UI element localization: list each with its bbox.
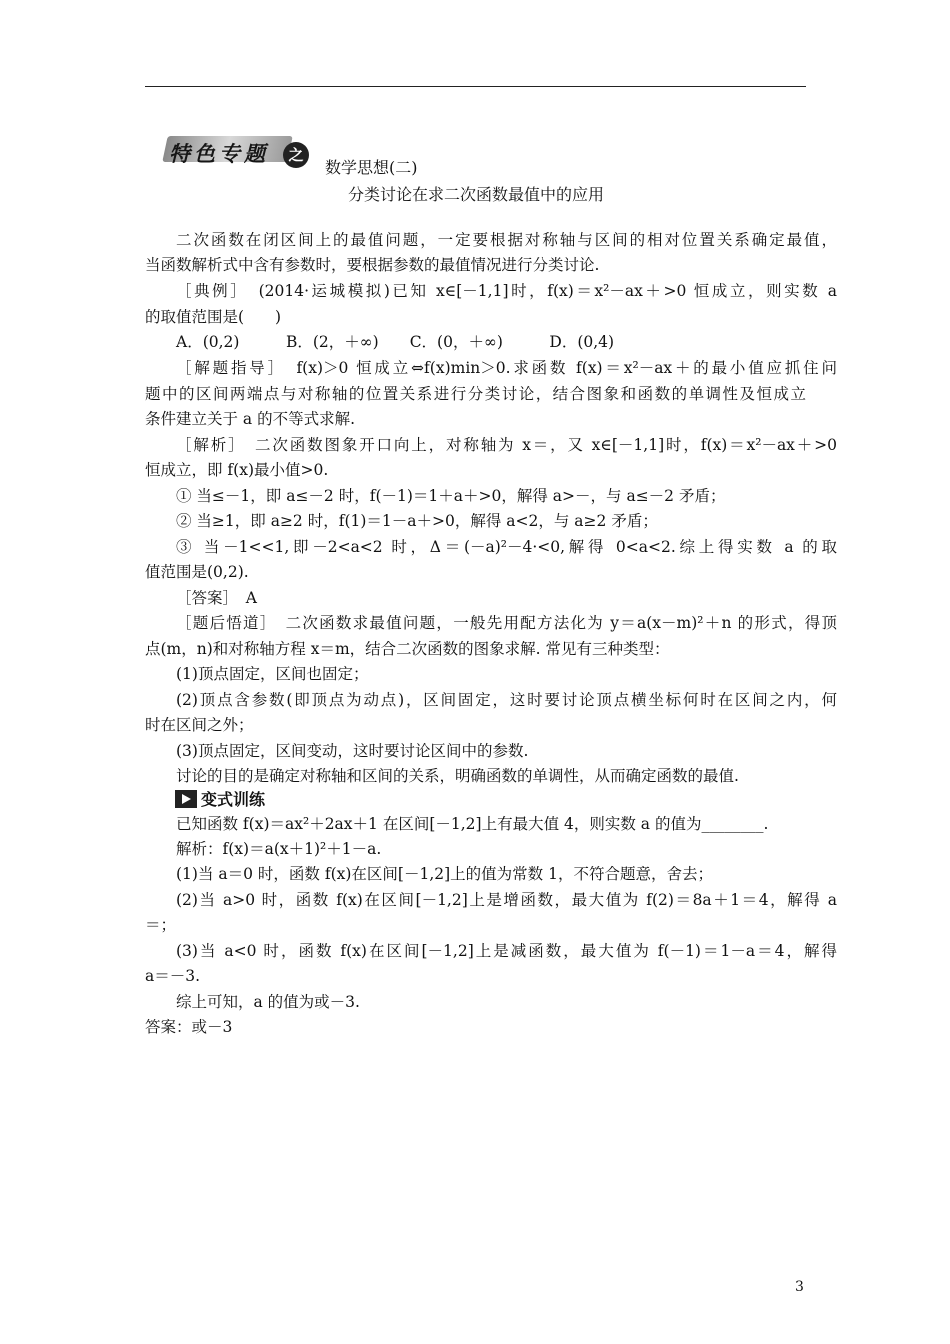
case-3-line-1: ③ 当－1<<1,即－2<a<2 时，Δ＝(－a)²－4·<0,解得 0<a<2.综上得实数 a 的取 bbox=[176, 538, 837, 556]
case-1: ① 当≤－1，即 a≤－2 时，f(－1)＝1＋a＋>0，解得 a>－，与 a≤－2 矛盾； bbox=[176, 487, 726, 505]
section-subtitle: 分类讨论在求二次函数最值中的应用 bbox=[347, 185, 604, 204]
exercise-answer: 答案：或－3 bbox=[145, 1018, 233, 1036]
variant-training-label: 变式训练 bbox=[201, 790, 266, 809]
guide-line-1: ［解题指导］ f(x)＞0 恒成立⇔f(x)min＞0.求函数 f(x)＝x²－ax＋的最小值应抓住问 bbox=[176, 359, 837, 377]
exercise-case-3-line-1: (3)当 a<0 时，函数 f(x)在区间[－1,2]上是减函数，最大值为 f(－1)＝1－a＝4，解得 bbox=[176, 942, 837, 960]
section-title: 数学思想(二) bbox=[325, 158, 418, 177]
insight-line-1: ［题后悟道］ 二次函数求最值问题，一般先用配方法化为 y＝a(x－m)²＋n 的形式，得顶 bbox=[176, 614, 837, 632]
discussion-purpose: 讨论的目的是确定对称轴和区间的关系，明确函数的单调性，从而确定函数的最值. bbox=[176, 767, 739, 785]
type-1: (1)顶点固定，区间也固定； bbox=[176, 665, 369, 683]
exercise-conclusion: 综上可知，a 的值为或－3. bbox=[176, 993, 360, 1011]
example-line-2: 的取值范围是( ) bbox=[145, 308, 282, 326]
intro-line-1: 二次函数在闭区间上的最值问题，一定要根据对称轴与区间的相对位置关系确定最值， bbox=[176, 231, 837, 249]
guide-line-3: 条件建立关于 a 的不等式求解. bbox=[145, 410, 356, 428]
intro-line-2: 当函数解析式中含有参数时，要根据参数的最值情况进行分类讨论. bbox=[145, 256, 600, 274]
example-line-1: ［典例］ (2014·运城模拟)已知 x∈[－1,1]时，f(x)＝x²－ax＋>0 恒成立，则实数 a bbox=[176, 282, 837, 300]
page-number: 3 bbox=[795, 1279, 804, 1295]
banner-text: 特色专题 bbox=[169, 142, 269, 166]
exercise-solution-start: 解析：f(x)＝a(x＋1)²＋1－a. bbox=[176, 840, 382, 858]
banner-circle: 之 bbox=[283, 142, 309, 168]
exercise-case-3-line-2: a＝－3. bbox=[145, 967, 201, 985]
case-2: ② 当≥1，即 a≥2 时，f(1)＝1－a＋>0，解得 a<2，与 a≥2 矛盾； bbox=[176, 512, 658, 530]
special-topic-banner bbox=[165, 130, 310, 170]
type-2-line-1: (2)顶点含参数(即顶点为动点)，区间固定，这时要讨论顶点横坐标何时在区间之内，何 bbox=[176, 691, 837, 709]
type-2-line-2: 时在区间之外； bbox=[145, 716, 254, 734]
answer-line: ［答案］ A bbox=[176, 589, 257, 607]
solution-line-1: ［解析］ 二次函数图象开口向上，对称轴为 x＝，又 x∈[－1,1]时，f(x)＝x²－ax＋>0 bbox=[176, 436, 837, 454]
solution-line-2: 恒成立，即 f(x)最小值>0. bbox=[145, 461, 329, 479]
play-icon bbox=[175, 790, 197, 808]
example-options: A．(0,2) B．(2，＋∞) C．(0，＋∞) D．(0,4) bbox=[176, 333, 615, 351]
exercise-problem: 已知函数 f(x)＝ax²＋2ax＋1 在区间[－1,2]上有最大值 4，则实数 a 的值为________. bbox=[176, 815, 769, 833]
exercise-case-2-line-2: ＝； bbox=[145, 916, 177, 934]
exercise-case-1: (1)当 a＝0 时，函数 f(x)在区间[－1,2]上的值为常数 1，不符合题意，舍去； bbox=[176, 865, 713, 883]
type-3: (3)顶点固定，区间变动，这时要讨论区间中的参数. bbox=[176, 742, 529, 760]
case-3-line-2: 值范围是(0,2). bbox=[145, 563, 249, 581]
variant-training-title bbox=[175, 787, 265, 810]
guide-line-2: 题中的区间两端点与对称轴的位置关系进行分类讨论，结合图象和函数的单调性及恒成立 bbox=[145, 385, 806, 403]
insight-line-2: 点(m，n)和对称轴方程 x＝m，结合二次函数的图象求解. 常见有三种类型： bbox=[145, 640, 670, 658]
exercise-case-2-line-1: (2)当 a>0 时，函数 f(x)在区间[－1,2]上是增函数，最大值为 f(2)＝8a＋1＝4，解得 a bbox=[176, 891, 837, 909]
header-rule bbox=[145, 86, 806, 87]
